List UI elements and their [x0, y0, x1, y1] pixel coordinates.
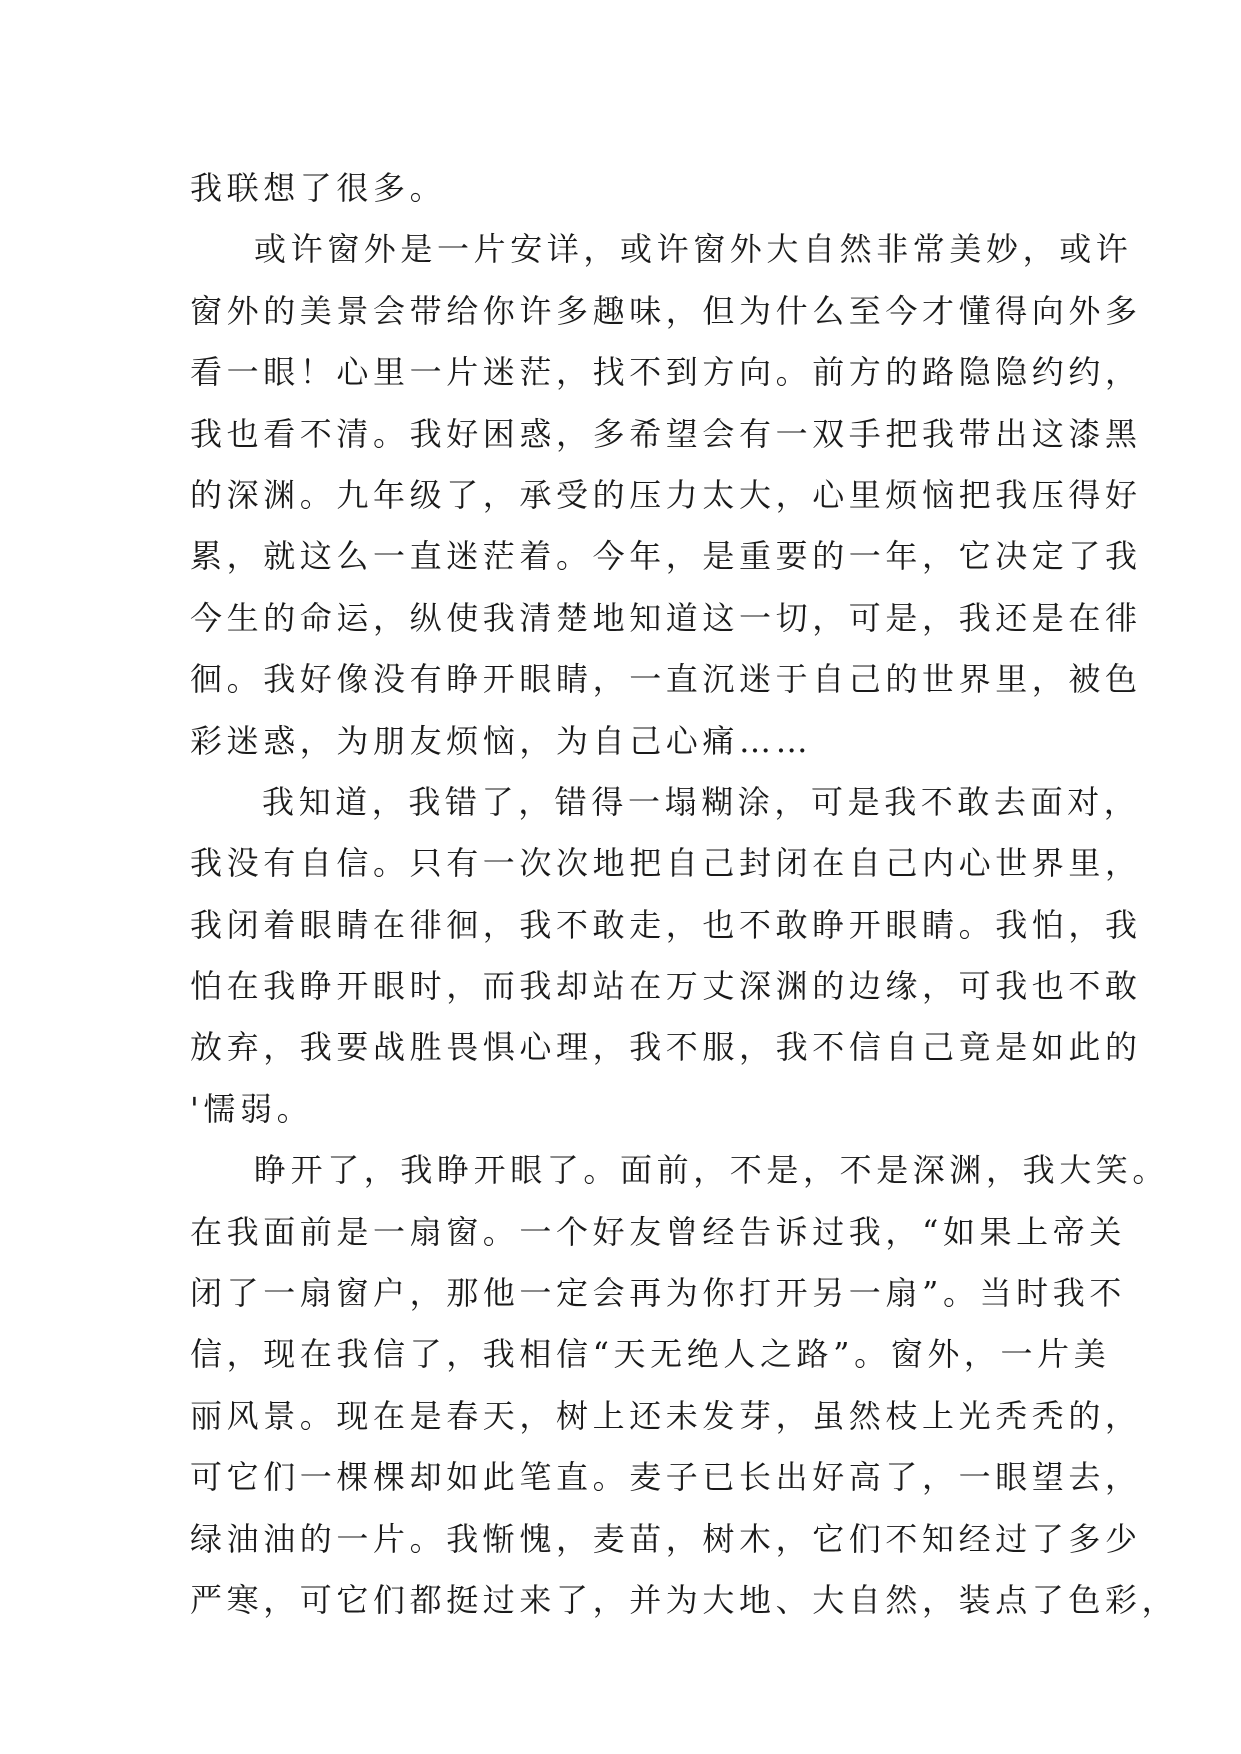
paragraph	[190, 219, 1142, 772]
text-line: 徊。我好像没有睁开眼睛，一直沉迷于自己的世界里，被色	[190, 660, 1142, 699]
text-line: 我知道，我错了，错得一塌糊涂，可是我不敢去面对，	[262, 782, 1141, 821]
text-line: 丽风景。现在是春天，树上还未发芽，虽然枝上光秃秃的，	[190, 1396, 1142, 1435]
text-line: 怕在我睁开眼时，而我却站在万丈深渊的边缘，可我也不敢	[190, 967, 1142, 1006]
text-line: 彩迷惑，为朋友烦恼，为自己心痛……	[190, 721, 813, 760]
text-line: 我没有自信。只有一次次地把自己封闭在自己内心世界里，	[190, 844, 1142, 883]
text-line: 看一眼！心里一片迷茫，找不到方向。前方的路隐隐约约，	[190, 353, 1142, 392]
document-page	[190, 158, 1179, 1631]
text-line: 绿油油的一片。我惭愧，麦苗，树木，它们不知经过了多少	[190, 1519, 1142, 1558]
text-line: 累，就这么一直迷茫着。今年，是重要的一年，它决定了我	[190, 537, 1142, 576]
text-line: 在我面前是一扇窗。一个好友曾经告诉过我，“如果上帝关	[190, 1212, 1126, 1251]
text-line: 的深渊。九年级了，承受的压力太大，心里烦恼把我压得好	[190, 475, 1142, 514]
text-line: 我联想了很多。	[190, 169, 447, 207]
paragraph	[190, 158, 1070, 219]
paragraph	[190, 1140, 1179, 1631]
text-line: 严寒，可它们都挺过来了，并为大地、大自然，装点了色彩，	[190, 1580, 1179, 1619]
text-line: 今生的命运，纵使我清楚地知道这一切，可是，我还是在徘	[190, 598, 1142, 637]
text-line: 或许窗外是一片安详，或许窗外大自然非常美妙，或许	[254, 230, 1133, 269]
text-line: 我闭着眼睛在徘徊，我不敢走，也不敢睁开眼睛。我怕，我	[190, 905, 1142, 944]
text-line: '懦弱。	[190, 1089, 314, 1128]
text-line: 我也看不清。我好困惑，多希望会有一双手把我带出这漆黑	[190, 414, 1142, 453]
text-line: 信，现在我信了，我相信“天无绝人之路”。窗外，一片美	[190, 1335, 1111, 1374]
text-line: 窗外的美景会带给你许多趣味，但为什么至今才懂得向外多	[190, 291, 1142, 330]
text-line: 闭了一扇窗户，那他一定会再为你打开另一扇”。当时我不	[190, 1274, 1126, 1313]
text-line: 放弃，我要战胜畏惧心理，我不服，我不信自己竟是如此的	[190, 1028, 1142, 1067]
paragraph	[190, 772, 1142, 1140]
text-line: 可它们一棵棵却如此笔直。麦子已长出好高了，一眼望去，	[190, 1458, 1142, 1497]
text-line: 睁开了，我睁开眼了。面前，不是，不是深渊，我大笑。	[254, 1151, 1170, 1190]
